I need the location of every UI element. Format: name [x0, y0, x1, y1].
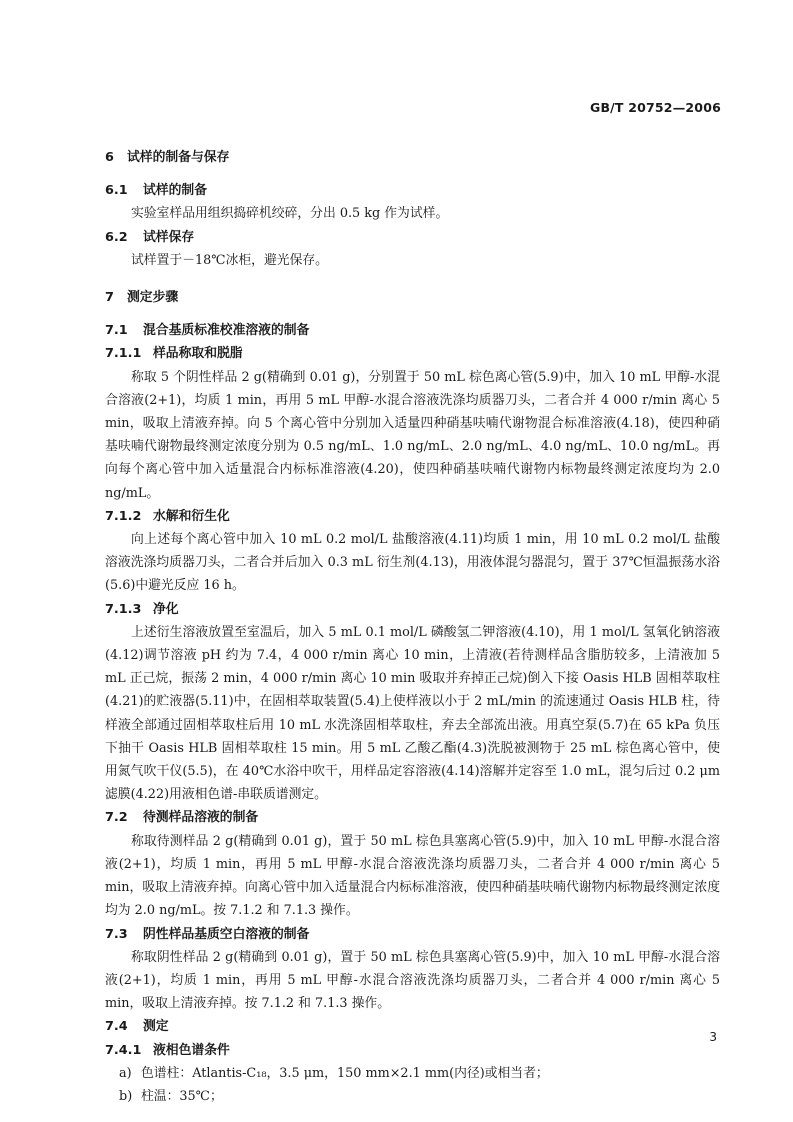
section-title: 试样的制备 [143, 183, 207, 199]
section-6-heading [105, 146, 720, 169]
section-title: 液相色谱条件 [153, 1042, 230, 1058]
section-7-3-heading [105, 923, 720, 946]
page-number: 3 [709, 1030, 717, 1044]
section-7-1-2-text: 向上述每个离心管中加入 10 mL 0.2 mol/L 盐酸溶液(4.11)均质 1 min，用 10 mL 0.2 mol/L 盐酸溶液洗涤均质器刀头，二者合并后加入 0.3 mL 衍生剂(4.13)，用液体混匀器混匀，置于 37℃恒温振荡水浴(5.6)中避光反应 16 h。 [105, 532, 720, 594]
page-content [105, 146, 720, 1108]
section-title: 阴性样品基质空白溶液的制备 [143, 926, 310, 942]
list-marker: b) [119, 1088, 133, 1104]
section-7-1-3-text: 上述衍生溶液放置至室温后，加入 5 mL 0.1 mol/L 磷酸氢二钾溶液(4.10)，用 1 mol/L 氢氧化钠溶液(4.12)调节溶液 pH 约为 7.4，4 000 r/min 离心 10 min，上清液(若待测样品含脂肪较多，上清液加 5 mL 正己烷，振荡 2 min，4 000 r/min 离心 10 min 吸取并弃掉正己烷)倒入下接 Oasis HLB 固相萃取柱(4.21)的贮液器(5.11)中，在固相萃取装置(5.4)上使样液以小于 2 mL/min 的流速通过 Oasis HLB 柱，待样液全部通过固相萃取柱后用 10 mL 水洗涤固相萃取柱，弃去全部流出液。用真空泵(5.7)在 65 kPa 负压下抽干 Oasis HLB 固相萃取柱 15 min。用 5 mL 乙酸乙酯(4.3)洗脱被测物于 25 mL 棕色离心管中，使用氮气吹干仪(5.5)，在 40℃水浴中吹干，用样品定容溶液(4.14)溶解并定容至 1.0 mL，混匀后过 0.2 μm 滤膜(4.22)用液相色谱-串联质谱测定。 [105, 624, 720, 803]
section-number: 7.1.2 [105, 508, 142, 524]
section-title: 试样保存 [143, 229, 195, 245]
section-title: 样品称取和脱脂 [153, 346, 243, 362]
section-number: 7.1.3 [105, 601, 142, 617]
section-6-2-heading [105, 226, 720, 249]
section-number: 6.1 [105, 183, 128, 199]
section-number: 7.3 [105, 926, 128, 942]
section-6-1-heading [105, 179, 720, 202]
list-item-text: 柱温：35℃； [141, 1088, 223, 1104]
section-number: 7.4 [105, 1019, 128, 1035]
section-7-1-1-heading [105, 342, 720, 365]
section-number: 7 [105, 290, 114, 306]
section-7-heading [105, 286, 720, 309]
section-title: 混合基质标准校准溶液的制备 [143, 323, 310, 339]
section-7-1-3-heading [105, 598, 720, 621]
section-7-1-1-text: 称取 5 个阴性样品 2 g(精确到 0.01 g)，分别置于 50 mL 棕色离心管(5.9)中，加入 10 mL 甲醇-水混合溶液(2+1)，均质 1 min，再用 5 mL 甲醇-水混合溶液洗涤均质器刀头，二者合并 4 000 r/min 离心 5 min，吸取上清液弃掉。向 5 个离心管中分别加入适量四种硝基呋喃代谢物混合标准溶液(4.18)，使四种硝基呋喃代谢物最终测定浓度分别为 0.5 ng/mL、1.0 ng/mL、2.0 ng/mL、4.0 ng/mL、10.0 ng/mL。再向每个离心管中加入适量混合内标标准溶液(4.20)，使四种硝基呋喃代谢物内标物最终测定浓度均为 2.0 ng/mL。 [105, 369, 720, 501]
section-7-2-heading [105, 806, 720, 829]
section-6-2-text: 试样置于－18℃冰柜，避光保存。 [131, 252, 328, 268]
section-number: 7.2 [105, 810, 128, 826]
section-7-1-2-heading [105, 505, 720, 528]
list-marker: a) [119, 1065, 132, 1081]
section-7-1-heading [105, 319, 720, 342]
section-number: 6.2 [105, 229, 128, 245]
section-title: 测定步骤 [127, 290, 179, 306]
list-item [105, 1062, 720, 1085]
list-item-text: 色谱柱：Atlantis-C₁₈，3.5 μm，150 mm×2.1 mm(内径)或相当者； [141, 1065, 549, 1081]
list-item [105, 1085, 720, 1108]
section-number: 6 [105, 150, 114, 165]
section-6-1-text: 实验室样品用组织捣碎机绞碎，分出 0.5 kg 作为试样。 [131, 206, 449, 222]
section-title: 试样的制备与保存 [127, 150, 230, 165]
section-title: 待测样品溶液的制备 [143, 810, 259, 826]
section-number: 7.1 [105, 323, 128, 339]
section-7-4-1-heading [105, 1039, 720, 1062]
section-title: 测定 [143, 1019, 169, 1035]
section-number: 7.4.1 [105, 1042, 142, 1058]
section-number: 7.1.1 [105, 346, 142, 362]
section-7-4-heading [105, 1015, 720, 1038]
section-7-2-text: 称取待测样品 2 g(精确到 0.01 g)，置于 50 mL 棕色具塞离心管(5.9)中，加入 10 mL 甲醇-水混合溶液(2+1)，均质 1 min，再用 5 mL 甲醇-水混合溶液洗涤均质器刀头，二者合并 4 000 r/min 离心 5 min，吸取上清液弃掉。向离心管中加入适量混合内标标准溶液，使四种硝基呋喃代谢物内标物最终测定浓度均为 2.0 ng/mL。按 7.1.2 和 7.1.3 操作。 [105, 833, 720, 919]
section-title: 净化 [153, 601, 179, 617]
standard-code: GB/T 20752—2006 [589, 100, 721, 115]
section-title: 水解和衍生化 [153, 508, 230, 524]
section-7-3-text: 称取阴性样品 2 g(精确到 0.01 g)，置于 50 mL 棕色具塞离心管(5.9)中，加入 10 mL 甲醇-水混合溶液(2+1)，均质 1 min，再用 5 mL 甲醇-水混合溶液洗涤均质器刀头，二者合并 4 000 r/min 离心 5 min，吸取上清液弃掉。按 7.1.2 和 7.1.3 操作。 [105, 949, 720, 1012]
